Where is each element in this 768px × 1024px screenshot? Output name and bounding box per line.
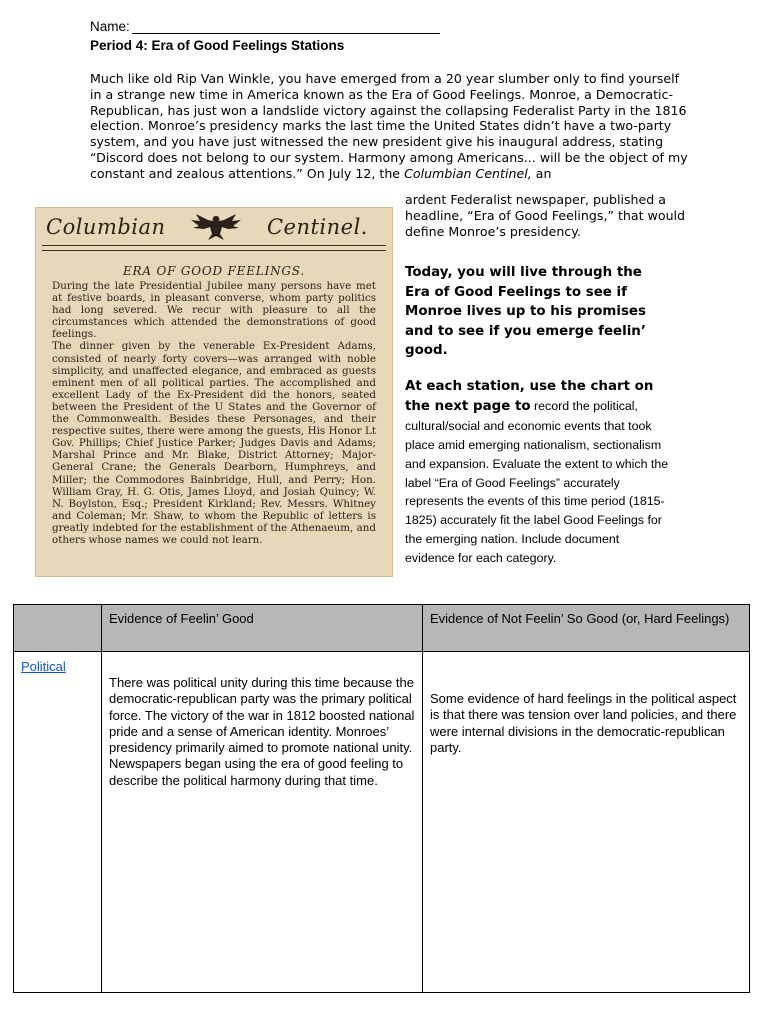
good-evidence-text: There was political unity during this time because the democratic-republican party was the primary political force. The victory of the war in 1812 boosted national pride and a sense of American identity. Monroes’ presidency primarily aimed to promote national unity. Newspapers began using the era of good feeling to describe the political harmony during that time. bbox=[109, 675, 415, 788]
masthead-rule bbox=[42, 245, 386, 251]
good-evidence-cell[interactable] bbox=[102, 652, 423, 993]
name-field bbox=[90, 19, 440, 34]
station-instructions bbox=[405, 377, 670, 568]
chart-header-row bbox=[14, 605, 750, 652]
intro-line-end: an bbox=[531, 165, 552, 181]
bad-evidence-text: Some evidence of hard feelings in the political aspect is that there was tension over land policies, and there were internal divisions in the democratic-republican party. bbox=[430, 691, 737, 755]
newspaper-headline: ERA OF GOOD FEELINGS. bbox=[123, 264, 305, 278]
intro-continuation: ardent Federalist newspaper, published a headline, “Era of Good Feelings,” that would define Monroe’s presidency. bbox=[405, 192, 686, 239]
station-lead: At each station, use the chart on the next page to bbox=[405, 379, 654, 414]
header-good: Evidence of Feelin’ Good bbox=[102, 605, 423, 652]
category-cell bbox=[14, 652, 102, 993]
header-category bbox=[14, 605, 102, 652]
newspaper-masthead bbox=[36, 210, 392, 244]
header-bad: Evidence of Not Feelin’ So Good (or, Hard Feelings) bbox=[423, 605, 750, 652]
newspaper-article: During the late Presidential Jubilee many persons have met at festive boards, in pleasant converse, whom party politics had long severed. We recur with pleasure to all the circumstances which attended the demonstrations of good feelings. The dinner given by the venerable Ex-President Adams, consisted of nearly forty covers—was arranged with noble simplicity, and unaffected elegance, and embraced as guests eminent men of all political parties. The accomplished and excellent Lady of the Ex-President did the honors, seated between the President of the U States and the Governor of the Commonwealth. Besides these Personages, and their respective suites, there were among the guests, His Honor Lt Gov. Phillips; Chief Justice Parker; Judges Davis and Adams; Marshal Prince and Mr. Blake, District Attorney; Major-General Crane; the Generals Dearborn, Humphreys, and Miller; the Commodores Bainbridge, Hull, and Perry; Hon. William Gray, H. G. Otis, James Lloyd, and Josiah Quincy; W. N. Boylston, Esq.; President Kirkland; Rev. Messrs. Whitney and Coleman; Mr. Shaw, to whom the Republic of letters is greatly indebted for the establishment of the Athenaeum, and others whose names we could not learn. bbox=[52, 280, 376, 546]
eagle-icon bbox=[188, 212, 244, 242]
bold-statement: Today, you will live through the Era of Good Feelings to see if Monroe lives up to his promises and to see if you emerge feelin’ good. bbox=[405, 265, 646, 358]
masthead-right: Centinel. bbox=[266, 215, 368, 239]
evidence-chart bbox=[13, 604, 750, 993]
worksheet-title: Period 4: Era of Good Feelings Stations bbox=[90, 38, 345, 53]
newspaper-name: Columbian Centinel, bbox=[404, 165, 532, 181]
intro-paragraph bbox=[90, 71, 690, 182]
name-label: Name: bbox=[90, 19, 130, 34]
intro-text: Much like old Rip Van Winkle, you have emerged from a 20 year slumber only to find yourself in a strange new time in America known as the Era of Good Feelings. Monroe, a Democratic-Republican, has just won a landslide victory against the collapsing Federalist Party in the 1816 election. Monroe’s presidency marks the last time the United States didn’t have a two-party system, and you have just witnessed the new president give his inaugural address, stating “Discord does not belong to our system. Harmony among Americans... will be the object of my constant and zealous attentions.” On July 12, the bbox=[90, 71, 688, 181]
masthead-left: Columbian bbox=[46, 215, 166, 239]
table-row bbox=[14, 652, 750, 993]
newspaper-clipping-image bbox=[35, 207, 393, 577]
category-link-political[interactable]: Political bbox=[21, 659, 66, 674]
station-rest: record the political, cultural/social and economic events that took place amid emerging nationalism, sectionalism and expansion. Evaluate the extent to which the label “Era of Good Feelings” accurately represents the events of this time period (1815-1825) accurately fit the label Good Feelings for the emerging nation. Include document evidence for each category. bbox=[405, 398, 669, 566]
name-blank-line[interactable] bbox=[132, 19, 440, 34]
bad-evidence-cell[interactable] bbox=[423, 652, 750, 993]
